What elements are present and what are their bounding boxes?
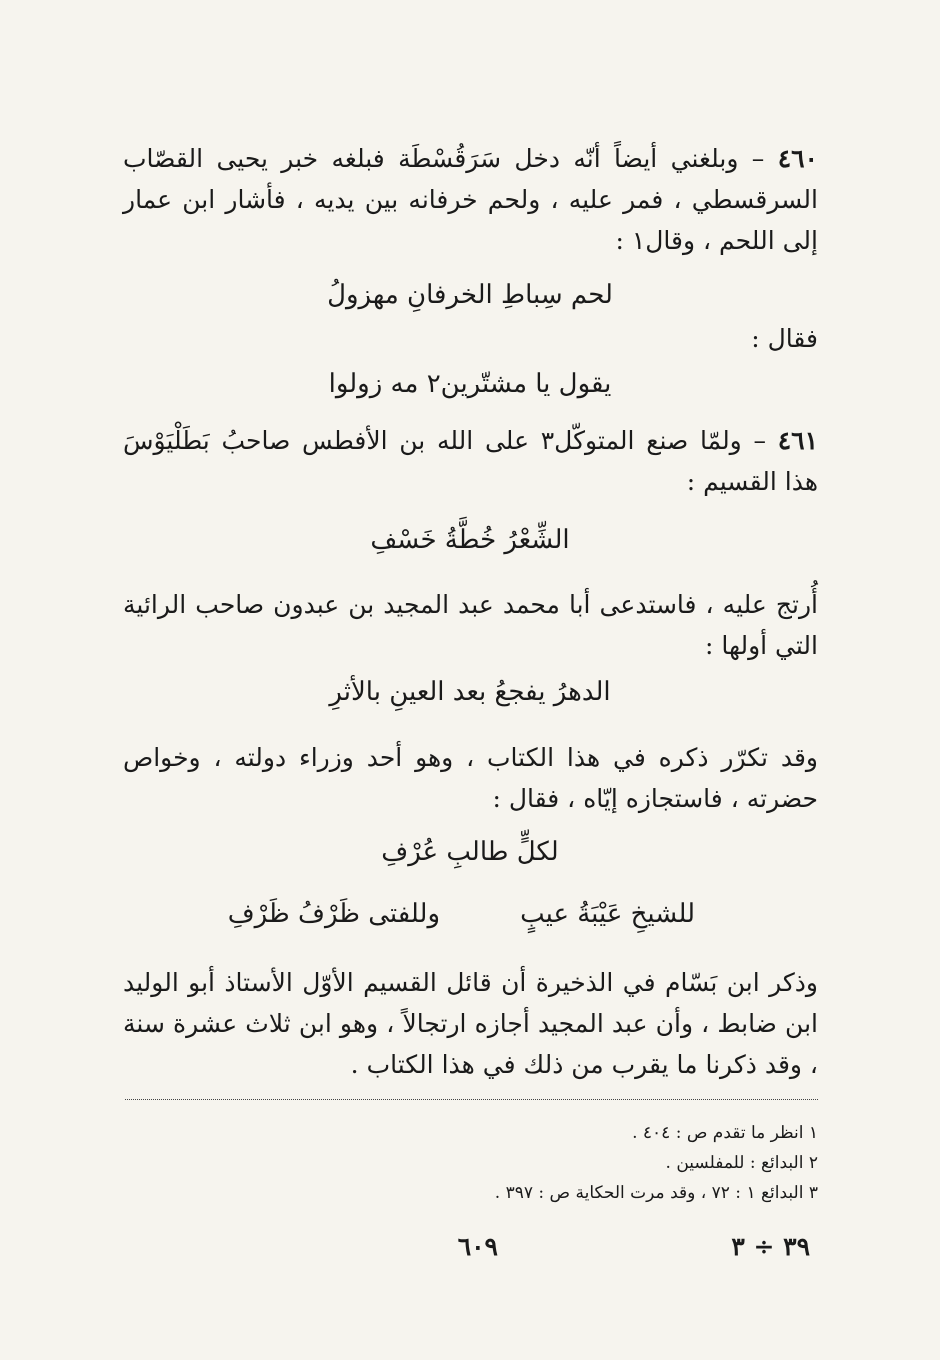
verse-line: لحم سِباطِ الخرفانِ مهزولُ bbox=[327, 280, 613, 310]
verse-line: يقول يا مشتّرين٢ مه زولوا bbox=[328, 369, 612, 399]
footnote-1: ١ انظر ما تقدم ص : ٤٠٤ . bbox=[632, 1123, 818, 1143]
verse-hemistich-second: وللفتى ظَرْفُ ظَرْفِ bbox=[227, 899, 440, 929]
faqal-line: فقال : bbox=[751, 324, 818, 353]
page-number: ٦٠٩ bbox=[457, 1232, 498, 1261]
paragraph-460 bbox=[123, 138, 818, 261]
paragraph-dhakar: وذكر ابن بَسّام في الذخيرة أن قائل القسيم الأوّل الأستاذ أبو الوليد ابن ضابط ، وأن عبد المجيد أجازه ارتجالاً ، وهو ابن ثلاث عشرة سنة ، وقد ذكرنا ما يقرب من ذلك في هذا الكتاب . bbox=[123, 968, 818, 1079]
paragraph-number: ٤٦١ bbox=[777, 426, 819, 455]
paragraph-text: – وبلغني أيضاً أنّه دخل سَرَقُسْطَة فبلغه خبر يحيى القصّاب السرقسطي ، فمر عليه ، ولحم خرفانه بين يديه ، فأشار ابن عمار إلى اللحم ، وقال١ : bbox=[123, 144, 818, 255]
footnote-divider bbox=[125, 1099, 818, 1100]
signature-mark: ٣٩ ÷ ٣ bbox=[731, 1232, 810, 1261]
verse-line: الدهرُ يفجعُ بعد العينِ بالأثرِ bbox=[329, 677, 611, 707]
verse-line: الشِّعْرُ خُطَّةُ خَسْفِ bbox=[370, 525, 570, 555]
verse-couplet bbox=[0, 894, 940, 934]
verse-line: لكلٍّ طالبِ عُرْفِ bbox=[381, 837, 559, 867]
paragraph-461 bbox=[123, 420, 818, 502]
paragraph-number: ٤٦٠ bbox=[777, 144, 818, 173]
paragraph-irtaj: أُرتج عليه ، فاستدعى أبا محمد عبد المجيد بن عبدون صاحب الرائية التي أولها : bbox=[123, 590, 818, 660]
verse-hemistich-first: للشيخِ عَيْبَةُ عيبٍ bbox=[520, 899, 695, 929]
footnote-2: ٢ البدائع : للمفلسين . bbox=[665, 1153, 818, 1173]
footnote-3: ٣ البدائع ١ : ٧٢ ، وقد مرت الحكاية ص : ٣٩٧ . bbox=[494, 1183, 818, 1203]
paragraph-waqad: وقد تكرّر ذكره في هذا الكتاب ، وهو أحد وزراء دولته ، وخواص حضرته ، فاستجازه إيّاه ، فقال : bbox=[123, 743, 818, 813]
paragraph-text: – ولمّا صنع المتوكّل٣ على الله بن الأفطس صاحبُ بَطَلْيَوْسَ هذا القسيم : bbox=[123, 426, 818, 496]
